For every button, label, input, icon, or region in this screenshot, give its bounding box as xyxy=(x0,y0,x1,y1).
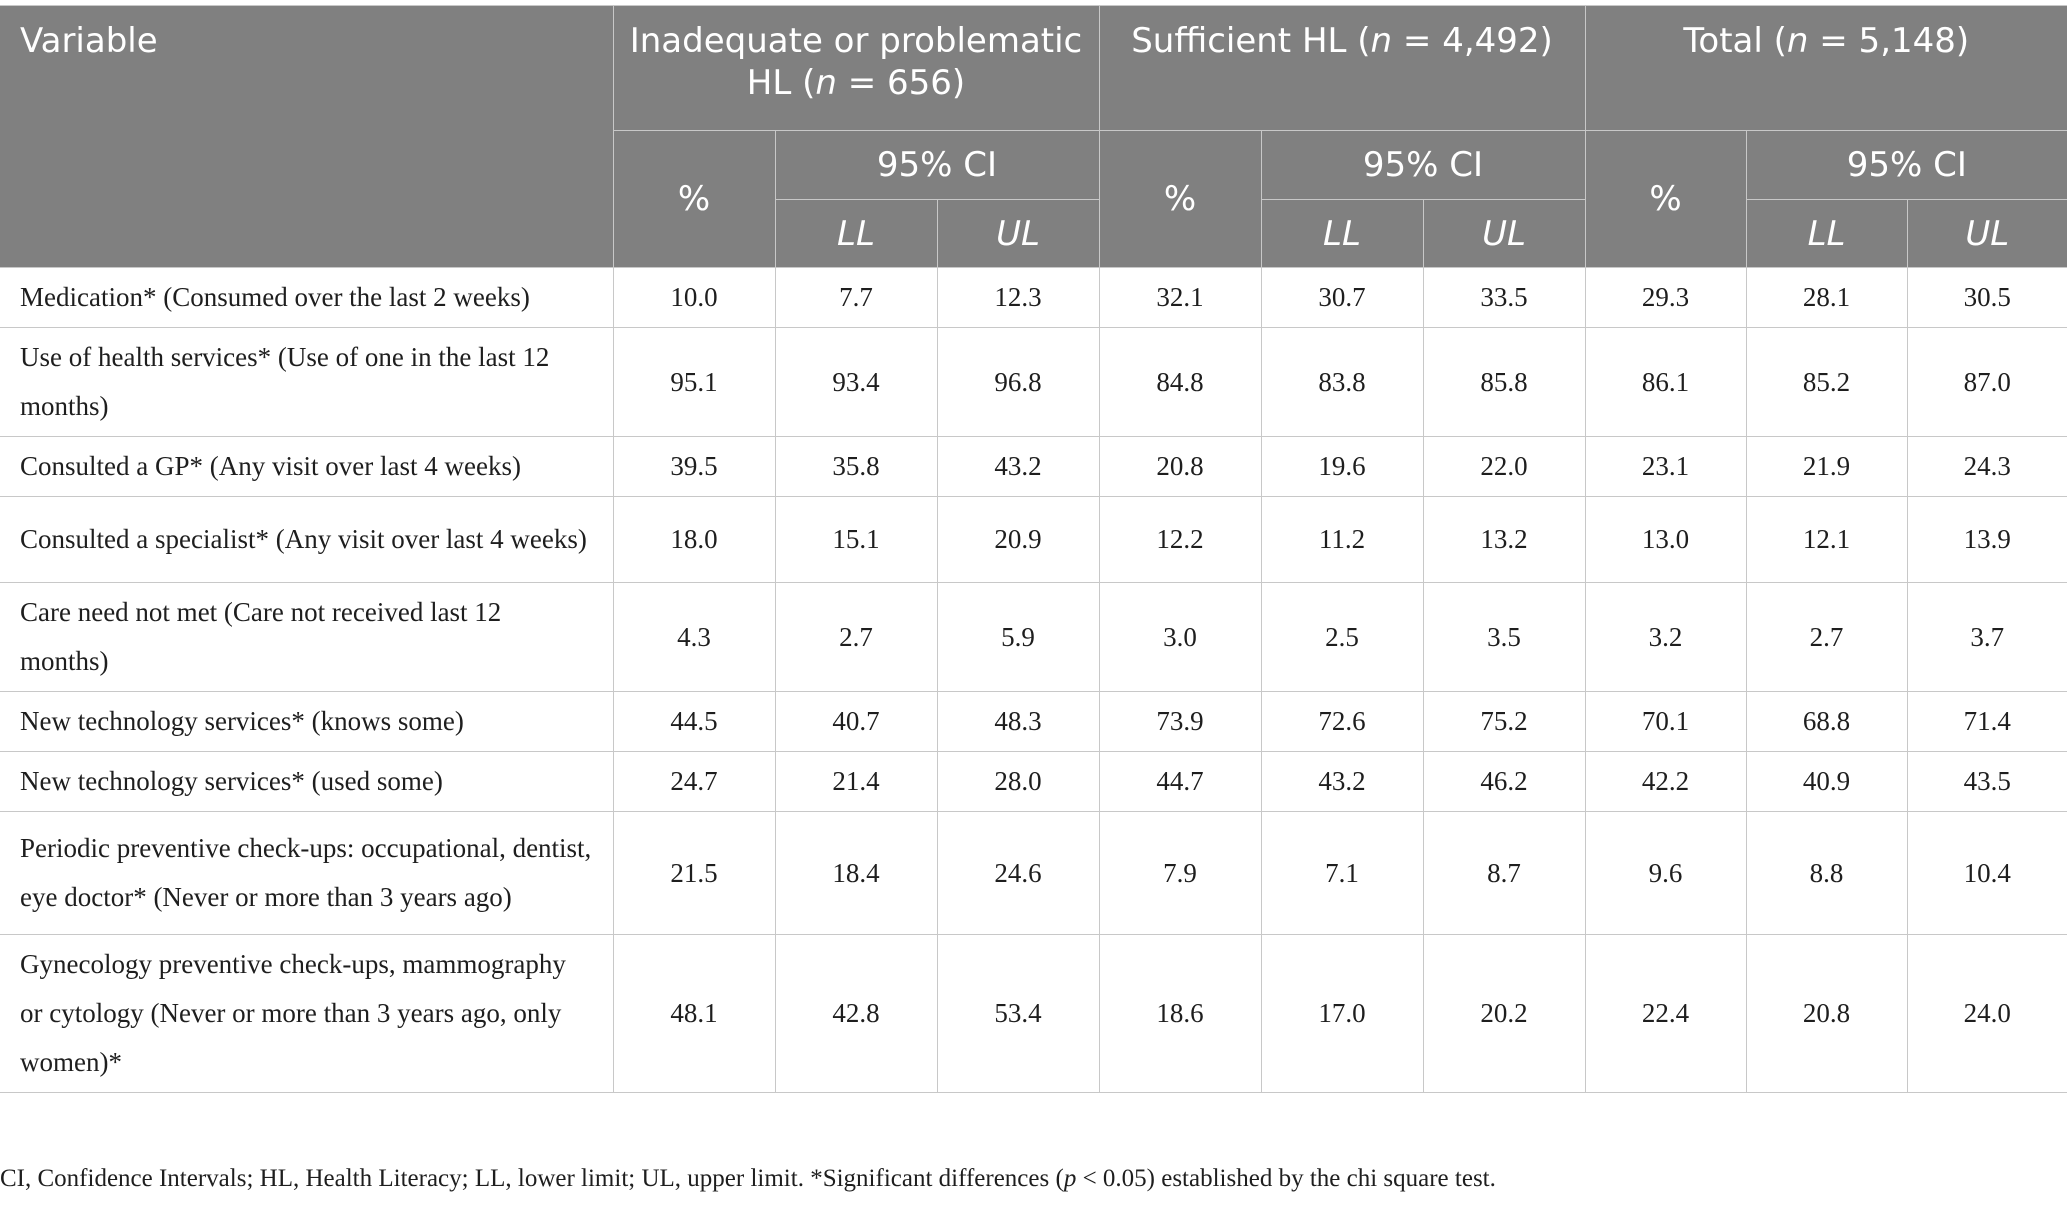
value-cell: 19.6 xyxy=(1261,437,1423,497)
value-cell: 44.7 xyxy=(1099,752,1261,812)
value-cell: 24.7 xyxy=(613,752,775,812)
row-label: New technology services* (knows some) xyxy=(0,692,613,752)
header-percent: % xyxy=(1099,131,1261,268)
table-row xyxy=(0,812,2067,935)
value-cell: 17.0 xyxy=(1261,935,1423,1093)
value-cell: 24.6 xyxy=(937,812,1099,935)
value-cell: 11.2 xyxy=(1261,497,1423,583)
value-cell: 71.4 xyxy=(1907,692,2067,752)
value-cell: 84.8 xyxy=(1099,328,1261,437)
header-upper-limit: UL xyxy=(1907,200,2067,268)
header-lower-limit: LL xyxy=(775,200,937,268)
header-lower-limit: LL xyxy=(1261,200,1423,268)
value-cell: 32.1 xyxy=(1099,268,1261,328)
table-header xyxy=(0,6,2067,268)
value-cell: 85.8 xyxy=(1423,328,1585,437)
table-footnote: CI, Confidence Intervals; HL, Health Literacy; LL, lower limit; UL, upper limit. *Significant differences (p < 0.05) established by the chi square test. xyxy=(0,1165,1496,1192)
row-label: Care need not met (Care not received last 12 months) xyxy=(0,583,613,692)
row-label: Consulted a GP* (Any visit over last 4 weeks) xyxy=(0,437,613,497)
value-cell: 40.7 xyxy=(775,692,937,752)
value-cell: 2.7 xyxy=(775,583,937,692)
value-cell: 53.4 xyxy=(937,935,1099,1093)
value-cell: 21.9 xyxy=(1746,437,1907,497)
table-row xyxy=(0,935,2067,1093)
value-cell: 40.9 xyxy=(1746,752,1907,812)
header-variable: Variable xyxy=(0,6,613,268)
value-cell: 33.5 xyxy=(1423,268,1585,328)
value-cell: 73.9 xyxy=(1099,692,1261,752)
value-cell: 13.9 xyxy=(1907,497,2067,583)
row-label: Gynecology preventive check-ups, mammography or cytology (Never or more than 3 years ago, only women)* xyxy=(0,935,613,1093)
table-row xyxy=(0,328,2067,437)
value-cell: 5.9 xyxy=(937,583,1099,692)
value-cell: 13.0 xyxy=(1585,497,1746,583)
value-cell: 43.5 xyxy=(1907,752,2067,812)
value-cell: 18.0 xyxy=(613,497,775,583)
value-cell: 7.1 xyxy=(1261,812,1423,935)
value-cell: 70.1 xyxy=(1585,692,1746,752)
value-cell: 2.7 xyxy=(1746,583,1907,692)
header-group-total: Total (n = 5,148) xyxy=(1585,6,2067,131)
value-cell: 21.5 xyxy=(613,812,775,935)
value-cell: 96.8 xyxy=(937,328,1099,437)
results-table xyxy=(0,5,2067,1093)
header-upper-limit: UL xyxy=(1423,200,1585,268)
value-cell: 3.5 xyxy=(1423,583,1585,692)
table-row xyxy=(0,497,2067,583)
row-label: Periodic preventive check-ups: occupational, dentist, eye doctor* (Never or more than 3 years ago) xyxy=(0,812,613,935)
value-cell: 18.4 xyxy=(775,812,937,935)
value-cell: 48.1 xyxy=(613,935,775,1093)
value-cell: 23.1 xyxy=(1585,437,1746,497)
value-cell: 20.9 xyxy=(937,497,1099,583)
value-cell: 10.4 xyxy=(1907,812,2067,935)
value-cell: 46.2 xyxy=(1423,752,1585,812)
value-cell: 13.2 xyxy=(1423,497,1585,583)
value-cell: 8.7 xyxy=(1423,812,1585,935)
table-row xyxy=(0,583,2067,692)
value-cell: 3.7 xyxy=(1907,583,2067,692)
value-cell: 28.0 xyxy=(937,752,1099,812)
value-cell: 7.9 xyxy=(1099,812,1261,935)
row-label: Consulted a specialist* (Any visit over last 4 weeks) xyxy=(0,497,613,583)
value-cell: 43.2 xyxy=(1261,752,1423,812)
value-cell: 20.2 xyxy=(1423,935,1585,1093)
table-row xyxy=(0,268,2067,328)
header-group-sufficient: Sufficient HL (n = 4,492) xyxy=(1099,6,1585,131)
value-cell: 22.4 xyxy=(1585,935,1746,1093)
table-container xyxy=(0,5,2067,1093)
value-cell: 9.6 xyxy=(1585,812,1746,935)
value-cell: 93.4 xyxy=(775,328,937,437)
value-cell: 12.1 xyxy=(1746,497,1907,583)
value-cell: 44.5 xyxy=(613,692,775,752)
value-cell: 95.1 xyxy=(613,328,775,437)
value-cell: 18.6 xyxy=(1099,935,1261,1093)
value-cell: 21.4 xyxy=(775,752,937,812)
value-cell: 24.0 xyxy=(1907,935,2067,1093)
value-cell: 22.0 xyxy=(1423,437,1585,497)
header-lower-limit: LL xyxy=(1746,200,1907,268)
value-cell: 7.7 xyxy=(775,268,937,328)
value-cell: 30.7 xyxy=(1261,268,1423,328)
header-ci: 95% CI xyxy=(1261,131,1585,200)
value-cell: 2.5 xyxy=(1261,583,1423,692)
header-ci: 95% CI xyxy=(1746,131,2067,200)
row-label: New technology services* (used some) xyxy=(0,752,613,812)
value-cell: 68.8 xyxy=(1746,692,1907,752)
header-percent: % xyxy=(1585,131,1746,268)
row-label: Medication* (Consumed over the last 2 weeks) xyxy=(0,268,613,328)
value-cell: 12.3 xyxy=(937,268,1099,328)
value-cell: 86.1 xyxy=(1585,328,1746,437)
value-cell: 15.1 xyxy=(775,497,937,583)
value-cell: 3.0 xyxy=(1099,583,1261,692)
value-cell: 35.8 xyxy=(775,437,937,497)
value-cell: 42.2 xyxy=(1585,752,1746,812)
value-cell: 4.3 xyxy=(613,583,775,692)
header-group-inadequate: Inadequate or problematic HL (n = 656) xyxy=(613,6,1099,131)
value-cell: 3.2 xyxy=(1585,583,1746,692)
value-cell: 72.6 xyxy=(1261,692,1423,752)
header-percent: % xyxy=(613,131,775,268)
value-cell: 20.8 xyxy=(1746,935,1907,1093)
value-cell: 30.5 xyxy=(1907,268,2067,328)
value-cell: 48.3 xyxy=(937,692,1099,752)
value-cell: 28.1 xyxy=(1746,268,1907,328)
header-ci: 95% CI xyxy=(775,131,1099,200)
table-row xyxy=(0,752,2067,812)
value-cell: 75.2 xyxy=(1423,692,1585,752)
value-cell: 39.5 xyxy=(613,437,775,497)
value-cell: 83.8 xyxy=(1261,328,1423,437)
table-row xyxy=(0,692,2067,752)
value-cell: 20.8 xyxy=(1099,437,1261,497)
value-cell: 10.0 xyxy=(613,268,775,328)
row-label: Use of health services* (Use of one in the last 12 months) xyxy=(0,328,613,437)
value-cell: 43.2 xyxy=(937,437,1099,497)
value-cell: 8.8 xyxy=(1746,812,1907,935)
value-cell: 12.2 xyxy=(1099,497,1261,583)
header-upper-limit: UL xyxy=(937,200,1099,268)
table-row xyxy=(0,437,2067,497)
value-cell: 42.8 xyxy=(775,935,937,1093)
value-cell: 85.2 xyxy=(1746,328,1907,437)
table-body xyxy=(0,268,2067,1093)
value-cell: 24.3 xyxy=(1907,437,2067,497)
value-cell: 87.0 xyxy=(1907,328,2067,437)
value-cell: 29.3 xyxy=(1585,268,1746,328)
